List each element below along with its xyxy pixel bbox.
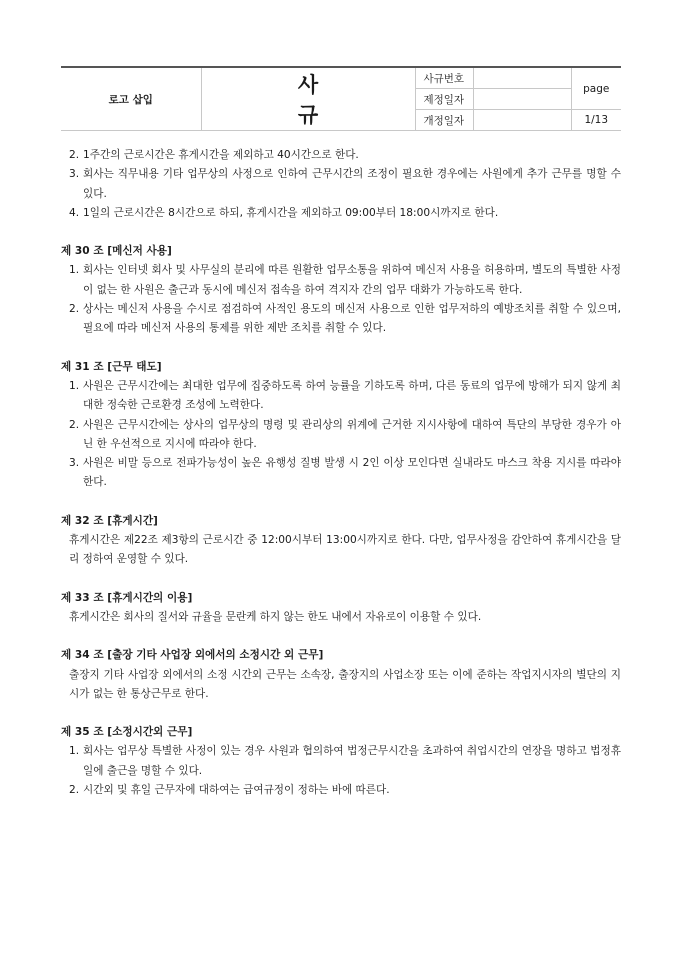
article-heading-33: 제 33 조 [휴게시간의 이용] [61,591,193,604]
article-heading-34: 제 34 조 [출장 기타 사업장 외에서의 소정시간 외 근무] [61,649,324,662]
field-value-regulation-number [473,67,571,89]
list-item: 1. 사원은 근무시간에는 최대한 업무에 집중하도록 하여 능률을 기하도록 하며, 다른 동료의 업무에 방해가 되지 않게 최대한 정숙한 근로환경 조성에 노력한다. [69,379,621,412]
list-item: 1. 회사는 업무상 특별한 사정이 있는 경우 사원과 협의하여 법정근무시간을 초과하여 취업시간의 연장을 명하고 법정휴일에 출근을 명할 수 있다. [69,745,621,777]
document-title: 사 규 [201,67,415,131]
list-item: 3. 사원은 비말 등으로 전파가능성이 높은 유행성 질병 발생 시 2인 이상 모인다면 실내라도 마스크 착용 지시를 따라야 한다. [69,457,621,489]
list-item: 4. 1일의 근로시간은 8시간으로 하되, 휴게시간을 제외하고 09:00부터 18:00시까지로 한다. [69,206,499,219]
field-value-enactment-date [473,89,571,110]
list-item: 1. 회사는 인터넷 회사 및 사무실의 분리에 따른 원활한 업무소통을 위하여 메신저 사용을 허용하며, 별도의 특별한 사정이 없는 한 사원은 출근과 동시에 메신저 접속을 하여 격지자 간의 업무 대화가 가능하도록 한다. [69,264,621,296]
article-heading-30: 제 30 조 [메신저 사용] [61,245,172,258]
field-label-regulation-number: 사규번호 [415,67,473,89]
page-label: page [571,67,621,110]
list-item: 2. 사원은 근무시간에는 상사의 업무상의 명령 및 관리상의 위계에 근거한 지시사항에 대하여 특단의 부당한 경우가 아닌 한 우선적으로 지시에 따라야 한다. [69,418,621,450]
logo-placeholder: 로고 삽입 [61,67,201,131]
article-paragraph: 휴게시간은 제22조 제3항의 근로시간 중 12:00시부터 13:00시까지로 한다. 다만, 업무사정을 감안하여 휴게시간을 달리 정하여 운영할 수 있다. [69,534,621,566]
field-label-revision-date: 개정일자 [415,110,473,131]
list-item: 2. 시간외 및 휴일 근무자에 대하여는 급여규정이 정하는 바에 따른다. [69,784,390,797]
article-heading-32: 제 32 조 [휴게시간] [61,514,158,527]
document-header [61,66,621,131]
list-item: 2. 상사는 메신저 사용을 수시로 점검하여 사적인 용도의 메신저 사용으로 인한 업무저하의 예방조치를 취할 수 있으며, 필요에 따라 메신저 사용의 통제를 위한 제반 조치를 취할 수 있다. [69,303,621,335]
article-paragraph: 출장지 기타 사업장 외에서의 소정 시간외 근무는 소속장, 출장지의 사업소장 또는 이에 준하는 작업지시자의 별단의 지시가 없는 한 통상근무로 한다. [69,668,621,700]
article-heading-35: 제 35 조 [소정시간외 근무] [61,726,193,739]
list-item: 3. 회사는 직무내용 기타 업무상의 사정으로 인하여 근무시간의 조정이 필요한 경우에는 사원에게 추가 근무를 명할 수 있다. [69,168,621,200]
article-paragraph: 휴게시간은 회사의 질서와 규율을 문란케 하지 않는 한도 내에서 자유로이 이용할 수 있다. [69,610,482,623]
field-value-revision-date [473,110,571,131]
article-heading-31: 제 31 조 [근무 태도] [61,360,162,373]
page-number: 1/13 [571,110,621,131]
list-item: 2. 1주간의 근로시간은 휴게시간을 제외하고 40시간으로 한다. [69,149,359,161]
document-body [61,146,621,800]
field-label-enactment-date: 제정일자 [415,89,473,110]
